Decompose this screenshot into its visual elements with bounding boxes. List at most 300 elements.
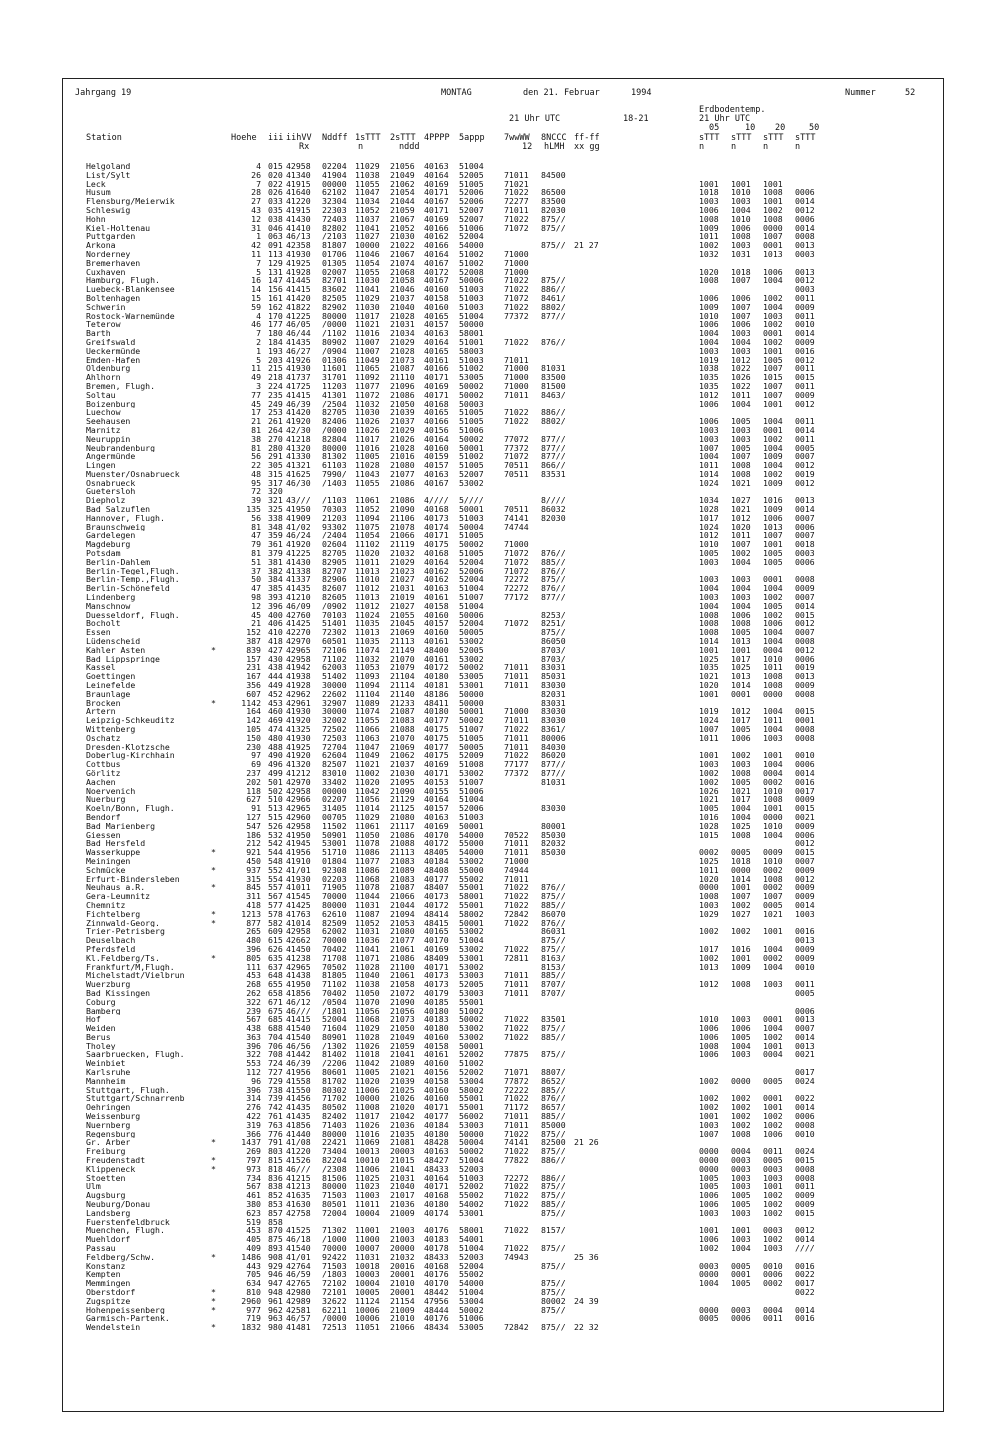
soil-temp-value: 1004 <box>763 724 783 734</box>
nddff: /0902 <box>322 600 347 611</box>
elevation: 405 <box>246 1234 261 1245</box>
iihvv: 41930 <box>286 248 311 259</box>
pressure-group: 40180 <box>424 1199 449 1210</box>
tendency-group: 50002 <box>459 715 484 726</box>
station-name: Oberstdorf <box>86 1288 136 1297</box>
soil-temp-value: 1004 <box>763 460 783 471</box>
col-n-10: n <box>731 142 737 152</box>
pressure-group: 40185 <box>424 996 449 1007</box>
cloud-group: 875// <box>541 1260 566 1271</box>
cloud-group: 877// <box>541 310 566 321</box>
iihvv: 41330 <box>286 451 311 462</box>
soil-temp-value: 0009 <box>795 794 815 805</box>
tendency-group: 51004 <box>459 161 484 171</box>
weather-group: 71011 <box>504 671 529 682</box>
dewpoint-group: 21088 <box>390 724 415 734</box>
elevation: 69 <box>251 759 261 770</box>
pressure-group: 48428 <box>424 1137 449 1148</box>
temp-group: 11029 <box>355 1023 380 1034</box>
tendency-group: 51004 <box>459 794 484 805</box>
station-name: Meiningen <box>86 856 131 866</box>
dewpoint-group: 21119 <box>390 539 415 550</box>
cloud-group: 885// <box>541 970 566 981</box>
soil-temp-value: 1008 <box>763 873 783 884</box>
pressure-group: 40163 <box>424 468 449 479</box>
elevation: 12 <box>251 600 261 611</box>
temp-group: 11018 <box>355 1049 380 1060</box>
gust-group: 22 32 <box>574 1322 599 1333</box>
iihvv: 41337 <box>286 574 311 585</box>
soil-temp-value: 0008 <box>795 231 815 242</box>
col-sttt-50: sTTT <box>795 133 816 143</box>
nddff: 32304 <box>322 196 347 207</box>
iihvv: 41540 <box>286 1023 311 1034</box>
nddff: 22303 <box>322 204 347 215</box>
weather-group: 71072 <box>504 565 529 576</box>
elevation: 95 <box>251 477 261 488</box>
soil-temp-value: 1002 <box>763 1111 783 1122</box>
soil-temp-value: 1019 <box>699 354 719 365</box>
soil-temp-value: 1001 <box>763 750 783 761</box>
iihvv: 41481 <box>286 1322 311 1333</box>
station-id: 658 <box>268 987 283 998</box>
nddff: 71905 <box>322 882 347 893</box>
weather-group: 71011 <box>504 354 529 365</box>
weather-group: 77822 <box>504 1155 529 1166</box>
soil-temp-value: 0012 <box>795 204 815 215</box>
soil-temp-value: 1002 <box>763 1119 783 1130</box>
mountain-marker: * <box>211 917 216 928</box>
station-id: 177 <box>268 319 283 330</box>
dewpoint-group: 21083 <box>390 873 415 884</box>
soil-temp-value: 1008 <box>731 979 751 990</box>
elevation: 98 <box>251 592 261 603</box>
soil-temp-value: 0000 <box>763 688 783 699</box>
soil-temp-value: 0009 <box>795 864 815 875</box>
soil-temp-value: 1010 <box>763 855 783 866</box>
weather-group: 77372 <box>504 310 529 321</box>
temp-group: 11071 <box>355 952 380 963</box>
dewpoint-group: 21089 <box>390 1058 415 1069</box>
station-id: 688 <box>268 1023 283 1034</box>
pressure-group: 40176 <box>424 1225 449 1236</box>
station-id: 410 <box>268 627 283 638</box>
cloud-group: 83500 <box>541 372 566 383</box>
soil-temp-value: 0008 <box>795 688 815 699</box>
col-n-20: n <box>763 142 769 152</box>
elevation: 265 <box>246 926 261 937</box>
elevation: 805 <box>246 952 261 963</box>
soil-temp-value: 1003 <box>731 592 751 603</box>
soil-temp-value: 1006 <box>731 609 751 620</box>
cloud-group: 8251/ <box>541 618 566 629</box>
dewpoint-group: 21025 <box>390 1084 415 1095</box>
cloud-group: 875// <box>541 574 566 585</box>
temp-group: 11017 <box>355 310 380 321</box>
pressure-group: 40163 <box>424 583 449 594</box>
soil-temp-value: 1006 <box>731 319 751 330</box>
pressure-group: 40168 <box>424 1260 449 1271</box>
weather-group: 77872 <box>504 1075 529 1086</box>
station-name: Bocholt <box>86 619 121 629</box>
iihvv: 41915 <box>286 204 311 215</box>
col-5appp: 5appp <box>459 133 485 143</box>
dewpoint-group: 21086 <box>390 952 415 963</box>
pressure-group: 40171 <box>424 961 449 972</box>
temp-group: 11016 <box>355 328 380 339</box>
nddff: 61103 <box>322 460 347 471</box>
dewpoint-group: 20000 <box>390 1243 415 1254</box>
elevation: 268 <box>246 979 261 990</box>
soil-temp-value: 1028 <box>699 820 719 831</box>
tendency-group: 50000 <box>459 688 484 699</box>
iihvv: 42965 <box>286 803 311 814</box>
nddff: 71503 <box>322 1260 347 1271</box>
iihvv: 41920 <box>286 416 311 427</box>
soil-temp-value: 0009 <box>763 847 783 858</box>
iihvv: 41225 <box>286 548 311 559</box>
station-id: 338 <box>268 512 283 523</box>
station-id: 552 <box>268 864 283 875</box>
col-sttt-05: sTTT <box>699 133 720 143</box>
soil-temp-value: 1017 <box>731 794 751 805</box>
station-id: 980 <box>268 1322 283 1333</box>
weather-group: 71000 <box>504 706 529 717</box>
soil-temp-value: 0004 <box>763 644 783 655</box>
soil-temp-value: 1005 <box>731 1190 751 1201</box>
station-id: 291 <box>268 451 283 462</box>
soil-temp-value: 0003 <box>763 1163 783 1174</box>
soil-temp-value: 0003 <box>795 248 815 259</box>
station-name: Oldenburg <box>86 364 131 374</box>
elevation: 4 <box>256 161 261 171</box>
iihvv: 42970 <box>286 636 311 647</box>
tendency-group: 50002 <box>459 1014 484 1025</box>
cloud-group: 885// <box>541 1084 566 1095</box>
iihvv: 41856 <box>286 987 311 998</box>
nddff: 31405 <box>322 803 347 814</box>
nddff: 11502 <box>322 820 347 831</box>
elevation: 387 <box>246 636 261 647</box>
soil-temp-value: 1005 <box>731 1278 751 1289</box>
iihvv: 41212 <box>286 767 311 778</box>
soil-temp-value: 1012 <box>731 512 751 523</box>
dewpoint-group: 21049 <box>390 1031 415 1042</box>
iihvv: 41737 <box>286 372 311 383</box>
dewpoint-group: 21125 <box>390 803 415 814</box>
col-hlmh: hLMH <box>544 142 565 152</box>
soil-temp-value: 0024 <box>795 1075 815 1086</box>
pressure-group: 40164 <box>424 433 449 444</box>
iihvv: 41215 <box>286 1172 311 1183</box>
nddff: 82605 <box>322 592 347 603</box>
weather-group: 71011 <box>504 662 529 673</box>
elevation: 839 <box>246 644 261 655</box>
station-id: 129 <box>268 257 283 268</box>
station-id: 554 <box>268 873 283 884</box>
cloud-group: 876// <box>541 548 566 559</box>
dewpoint-group: 21027 <box>390 574 415 585</box>
tendency-group: 51004 <box>459 1243 484 1254</box>
nddff: /0504 <box>322 996 347 1007</box>
soil-temp-value: 1003 <box>731 433 751 444</box>
cloud-group: 86032 <box>541 504 566 515</box>
nddff: 82507 <box>322 759 347 770</box>
temp-group: 11025 <box>355 1172 380 1183</box>
iihvv: 42581 <box>286 1304 311 1315</box>
nddff: 82204 <box>322 1155 347 1166</box>
mountain-marker: * <box>211 1163 216 1174</box>
soil-temp-value: 1006 <box>699 1199 719 1210</box>
station-name: Memmingen <box>86 1279 131 1288</box>
pressure-group: 40165 <box>424 345 449 356</box>
elevation: 1832 <box>241 1322 261 1333</box>
station-name: Weinbiet <box>86 1059 126 1069</box>
tendency-group: 51007 <box>459 776 484 787</box>
pressure-group: 40160 <box>424 1084 449 1095</box>
tendency-group: 53005 <box>459 1322 484 1333</box>
iihvv: 41558 <box>286 1075 311 1086</box>
dewpoint-group: 21042 <box>390 1111 415 1122</box>
pressure-group: 40165 <box>424 407 449 418</box>
cloud-group: 875// <box>541 1304 566 1315</box>
cloud-group: 875// <box>541 627 566 638</box>
soil-temp-value: 1014 <box>731 680 751 691</box>
iihvv: 41210 <box>286 592 311 603</box>
soil-temp-value: 1008 <box>699 627 719 638</box>
station-name: Gr. Arber <box>86 1138 131 1148</box>
weather-group: 71172 <box>504 1102 529 1113</box>
iihvv: 46/27 <box>286 345 311 356</box>
dewpoint-group: 21067 <box>390 213 415 224</box>
temp-group: 11051 <box>355 1322 380 1333</box>
soil-temp-value: 1017 <box>699 943 719 954</box>
soil-temp-value: 0011 <box>795 979 815 990</box>
tendency-group: 50005 <box>459 741 484 752</box>
temp-group: 10006 <box>355 1313 380 1324</box>
station-id: 626 <box>268 943 283 954</box>
tendency-group: 54002 <box>459 1199 484 1210</box>
soil-temp-value: 0011 <box>795 433 815 444</box>
station-id: 510 <box>268 794 283 805</box>
temp-group: 11005 <box>355 451 380 462</box>
nddff: 62610 <box>322 908 347 919</box>
station-id: 857 <box>268 1207 283 1218</box>
nddff: 70502 <box>322 961 347 972</box>
soil-temp-value: 0003 <box>795 284 815 295</box>
dewpoint-group: 21110 <box>390 372 415 383</box>
station-name: Klippeneck <box>86 1164 136 1174</box>
nddff: 70402 <box>322 987 347 998</box>
temp-group: 11042 <box>355 1058 380 1069</box>
station-name: Luechow <box>86 408 121 418</box>
station-id: 015 <box>268 161 283 171</box>
soil-temp-value: 1004 <box>763 627 783 638</box>
pressure-group: 40161 <box>424 653 449 664</box>
table-row <box>63 910 943 919</box>
station-name: Kl.Feldberg/Ts. <box>86 953 160 963</box>
soil-temp-value: 0019 <box>795 468 815 479</box>
soil-temp-value: 1004 <box>763 759 783 770</box>
weather-group: 71011 <box>504 1119 529 1130</box>
soil-temp-value: 1006 <box>699 1234 719 1245</box>
iihvv: 41525 <box>286 1225 311 1236</box>
weather-group: 71011 <box>504 680 529 691</box>
tendency-group: 51005 <box>459 416 484 427</box>
soil-temp-value: 0000 <box>699 1163 719 1174</box>
station-name: Leipzig-Schkeuditz <box>86 716 175 725</box>
elevation: 150 <box>246 732 261 743</box>
cloud-group: 82032 <box>541 838 566 849</box>
mountain-marker: * <box>211 847 216 858</box>
tendency-group: 52007 <box>459 468 484 479</box>
soil-temp-value: 1007 <box>763 891 783 902</box>
col-12: 12 <box>522 142 533 152</box>
soil-temp-value: 1004 <box>731 1243 751 1254</box>
nddff: 81807 <box>322 240 347 251</box>
station-id: 490 <box>268 750 283 761</box>
soil-temp-value: 0017 <box>795 785 815 796</box>
iihvv: 41420 <box>286 292 311 303</box>
elevation: 356 <box>246 680 261 691</box>
station-name: Lingen <box>86 461 116 470</box>
soil-temp-value: 1004 <box>699 328 719 339</box>
iihvv: 41425 <box>286 899 311 910</box>
iihvv: 41950 <box>286 829 311 840</box>
station-id: 578 <box>268 908 283 919</box>
station-id: 452 <box>268 688 283 699</box>
temp-group: 11003 <box>355 1190 380 1201</box>
elevation: 230 <box>246 741 261 752</box>
col-sttt-20: sTTT <box>763 133 784 143</box>
pressure-group: 40171 <box>424 530 449 541</box>
dewpoint-group: 21029 <box>390 556 415 567</box>
pressure-group: 48415 <box>424 917 449 928</box>
soil-temp-value: 1003 <box>699 196 719 207</box>
dewpoint-group: 21054 <box>390 187 415 198</box>
nddff: 82705 <box>322 548 347 559</box>
elevation: 14 <box>251 284 261 295</box>
nddff: 92308 <box>322 864 347 875</box>
col-hoehe: Hoehe <box>231 133 257 143</box>
pressure-group: 40160 <box>424 1058 449 1069</box>
tendency-group: 51006 <box>459 785 484 796</box>
dewpoint-group: 21154 <box>390 1295 415 1306</box>
iihvv: 41440 <box>286 1128 311 1139</box>
soil-temp-value: 1004 <box>763 275 783 286</box>
station-id: 513 <box>268 803 283 814</box>
dewpoint-group: 21028 <box>390 345 415 356</box>
soil-temp-value: 1009 <box>763 451 783 462</box>
weather-group: 71022 <box>504 724 529 734</box>
station-name: Duesseldorf, Flugh. <box>86 610 180 620</box>
weather-group: 77372 <box>504 442 529 453</box>
iihvv: 41942 <box>286 662 311 673</box>
table-row <box>63 558 943 567</box>
station-name: Nuerburg <box>86 795 126 805</box>
soil-temp-value: 1001 <box>763 1102 783 1113</box>
weather-group: 77072 <box>504 433 529 444</box>
soil-temp-value: 0012 <box>795 873 815 884</box>
dewpoint-group: 21090 <box>390 785 415 796</box>
station-name: Konstanz <box>86 1261 126 1271</box>
pressure-group: 40157 <box>424 803 449 814</box>
tendency-group: 53005 <box>459 372 484 383</box>
station-id: 469 <box>268 715 283 726</box>
col-iihvv: iihVV <box>286 133 312 143</box>
soil-temp-value: 1004 <box>763 706 783 717</box>
tendency-group: 58002 <box>459 1084 484 1095</box>
tendency-group: 54000 <box>459 1278 484 1289</box>
soil-temp-value: 1017 <box>731 653 751 664</box>
temp-group: 11077 <box>355 855 380 866</box>
soil-temp-value: 1002 <box>699 240 719 251</box>
iihvv: 41526 <box>286 1155 311 1166</box>
iihvv: 46/12 <box>286 996 311 1007</box>
mountain-marker: * <box>211 952 216 963</box>
col-1sttt: 1sTTT <box>355 133 381 143</box>
iihvv: 41928 <box>286 680 311 691</box>
weather-group: 72842 <box>504 908 529 919</box>
tendency-group: 55001 <box>459 882 484 893</box>
dewpoint-group: 21062 <box>390 178 415 189</box>
temp-group: 11037 <box>355 213 380 224</box>
tendency-group: 53003 <box>459 1119 484 1130</box>
soil-temp-value: 1004 <box>699 600 719 611</box>
pressure-group: 40164 <box>424 336 449 347</box>
nddff: 83010 <box>322 767 347 778</box>
iihvv: 41635 <box>286 1190 311 1201</box>
tendency-group: 51001 <box>459 336 484 347</box>
pressure-group: 40168 <box>424 548 449 559</box>
dewpoint-group: 21041 <box>390 1163 415 1174</box>
cloud-group: 866// <box>541 460 566 471</box>
soil-temp-value: 0006 <box>795 187 815 198</box>
pressure-group: 40161 <box>424 636 449 647</box>
soil-temp-value: 1010 <box>763 820 783 831</box>
nddff: 83602 <box>322 284 347 295</box>
nddff: 32002 <box>322 715 347 726</box>
soil-temp-value: 1004 <box>763 943 783 954</box>
soil-temp-value: 1020 <box>699 680 719 691</box>
soil-temp-value: 1025 <box>731 662 751 673</box>
weather-group: 72277 <box>504 196 529 207</box>
elevation: 519 <box>246 1216 261 1227</box>
station-name: Lüdenscheid <box>86 637 141 646</box>
station-id: 046 <box>268 222 283 233</box>
temp-group: 11026 <box>355 424 380 435</box>
dewpoint-group: 21022 <box>390 240 415 251</box>
tendency-group: 52005 <box>459 644 484 655</box>
pressure-group: 48442 <box>424 1287 449 1297</box>
station-name: Regensburg <box>86 1129 136 1139</box>
elevation: 186 <box>246 829 261 840</box>
pressure-group: 40163 <box>424 1146 449 1157</box>
nddff: 00000 <box>322 785 347 796</box>
pressure-group: 40160 <box>424 627 449 638</box>
dewpoint-group: 21077 <box>390 468 415 479</box>
nddff: 80902 <box>322 336 347 347</box>
dewpoint-group: 21040 <box>390 1181 415 1192</box>
weather-group: 74944 <box>504 864 529 875</box>
tendency-group: 58001 <box>459 891 484 902</box>
dewpoint-group: 21009 <box>390 1207 415 1218</box>
soil-temp-value: 0003 <box>699 1260 719 1271</box>
tendency-group: 55002 <box>459 1190 484 1201</box>
cloud-group: 885// <box>541 899 566 910</box>
soil-temp-value: 1012 <box>699 389 719 400</box>
iihvv: 41920 <box>286 539 311 550</box>
